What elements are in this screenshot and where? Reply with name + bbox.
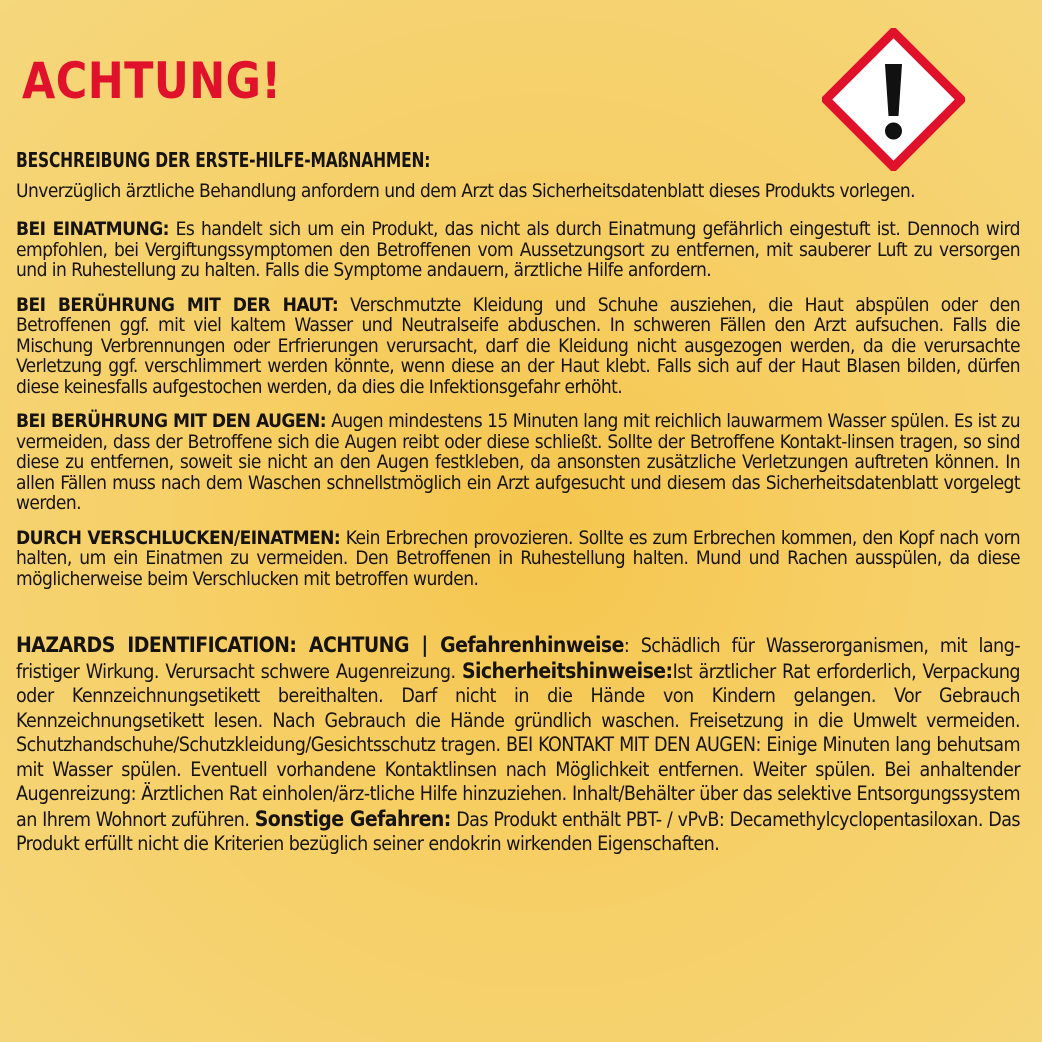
hazards-identification bbox=[16, 633, 1020, 857]
section-label: BEI BERÜHRUNG MIT DEN AUGEN: bbox=[16, 410, 327, 432]
section-text: Augen mindestens 15 Minuten lang mit reichlich lauwarmem Wasser spülen. Es ist zu vermeiden, dass der Betroffene sich die Augen reibt oder diese schließt. Sollte der Betroffene Kontakt-linsen tragen, so sind diese zu entfernen, soweit sie nicht an den Augen festkleben, da ansonsten zusätzliche Verletzungen auftreten können. In allen Fällen muss nach dem Waschen schnellstmöglich ein Arzt aufgesucht und diesem das Sicherheitsdatenblatt vorgelegt werden. bbox=[16, 410, 1020, 514]
warning-title: ACHTUNG! bbox=[22, 52, 282, 110]
section-text: Kein Erbrechen provozieren. Sollte es zum Erbrechen kommen, den Kopf nach vorn halten, um ein Einatmen zu vermeiden. Den Betroffenen in Ruhestellung halten. Mund und Rachen ausspülen, da diese möglicherweise beim Verschlucken mit betroffen wurden. bbox=[16, 526, 1021, 590]
section-skin-contact bbox=[16, 295, 1020, 398]
section-label: BEI EINATMUNG: bbox=[16, 218, 169, 240]
section-label: DURCH VERSCHLUCKEN/EINATMEN: bbox=[16, 526, 341, 549]
section-eye-contact bbox=[16, 411, 1020, 514]
hazards-label: HAZARDS IDENTIFICATION: ACHTUNG | Gefahrenhinweise bbox=[16, 633, 624, 657]
section-inhalation bbox=[16, 219, 1020, 281]
hazards-text: : Schädlich für Wasserorganismen, mit lang-fristiger Wirkung. Verursacht schwere Augenreizung. bbox=[16, 634, 1020, 683]
section-label: BEI BERÜHRUNG MIT DER HAUT: bbox=[16, 293, 339, 316]
other-hazards-text: Das Produkt enthält PBT- / vPvB: Decamethylcyclopentasiloxan. Das Produkt erfüllt nicht die Kriterien bezüglich seiner endokrin wirkenden Eigenschaften. bbox=[16, 807, 1020, 855]
precautions-text: Ist ärztlicher Rat erforderlich, Verpackung oder Kennzeichnungsetikett bereithalten. Darf nicht in die Hände von Kindern gelangen. Vor Gebrauch Kennzeichnungsetikett lesen. Nach Gebrauch die Hände gründlich waschen. Freisetzung in die Umwelt vermeiden. Schutzhandschuhe/Schutzkleidung/Gesichtsschutz tragen. BEI KONTAKT MIT DEN AUGEN: Einige Minuten lang behutsam mit Wasser spülen. Eventuell vorhandene Kontaktlinsen nach Möglichkeit entfernen. Weiter spülen. Bei anhaltender Augenreizung: Ärztlichen Rat einholen/ärz-tliche Hilfe hinzuziehen. Inhalt/Behälter über das selektive Entsorgungssystem an Ihrem Wohnort zuführen. bbox=[16, 659, 1020, 831]
section-text: Es handelt sich um ein Produkt, das nicht als durch Einatmung gefährlich eingestuft ist. Dennoch wird empfohlen, bei Vergiftungssymptomen den Betroffenen vom Aussetzungsort zu entfernen, mit sauberer Luft zu versorgen und in Ruhestellung zu halten. Falls die Symptome andauern, ärztliche Hilfe anfordern. bbox=[16, 218, 1020, 281]
precautions-label: Sicherheitshinweise: bbox=[461, 658, 673, 683]
section-text: Verschmutzte Kleidung und Schuhe ausziehen, die Haut abspülen oder den Betroffenen ggf. mit viel kaltem Wasser und Neutralseife abduschen. In schweren Fällen den Arzt aufsuchen. Falls die Mischung Verbrennungen oder Erfrierungen verursacht, darf die Kleidung nicht ausgezogen werden, da die verursachte Verletzung ggf. verschlimmert werden könnte, wenn diese an der Haut klebt. Falls sich auf der Haut Blasen bilden, dürfen diese keinesfalls aufgestochen werden, da dies die Infektionsgefahr erhöht. bbox=[16, 293, 1020, 398]
first-aid-intro: Unverzüglich ärztliche Behandlung anfordern und dem Arzt das Sicherheitsdatenblatt dieses Produkts vorlegen. bbox=[16, 179, 915, 202]
section-ingestion bbox=[16, 528, 1020, 590]
other-hazards-label: Sonstige Gefahren: bbox=[254, 806, 451, 831]
first-aid-content bbox=[16, 150, 1020, 871]
first-aid-heading: BESCHREIBUNG DER ERSTE-HILFE-MAßNAHMEN: bbox=[16, 148, 431, 172]
